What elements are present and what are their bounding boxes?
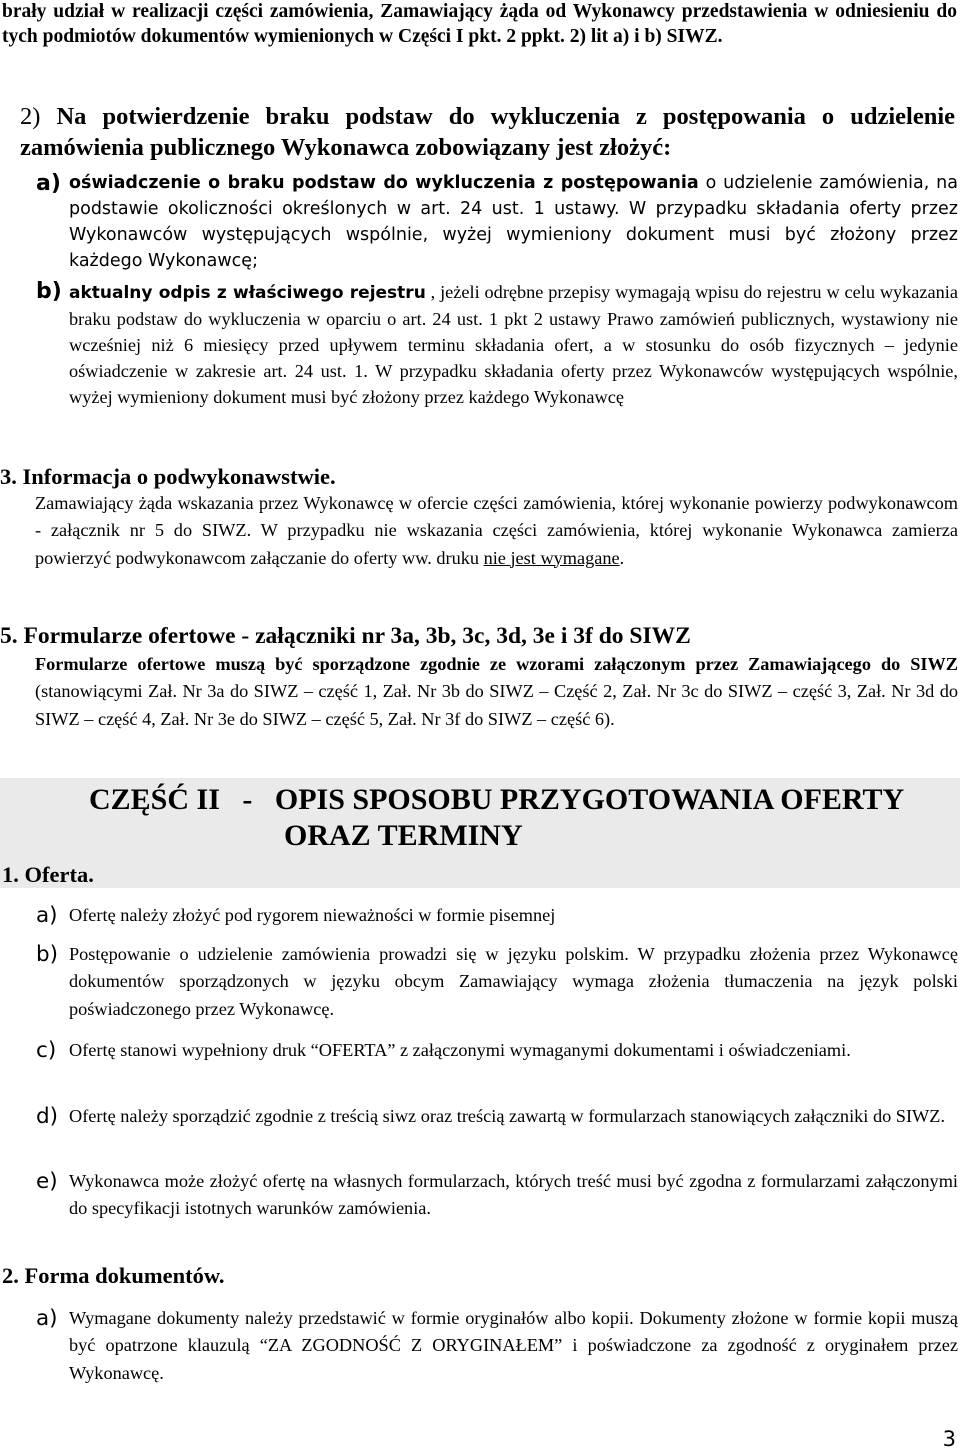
point2-heading xyxy=(20,101,955,163)
item-lead: oświadczenie o braku podstaw do wykluczenia z postępowania xyxy=(69,173,699,193)
oferta-title: 1. Oferta. xyxy=(2,862,94,887)
oferta-item-c xyxy=(36,1037,958,1064)
oferta-item-a xyxy=(36,902,958,929)
section5-body xyxy=(35,651,958,733)
item-lead: aktualny odpis z właściwego rejestru xyxy=(69,283,426,303)
intro-paragraph: brały udział w realizacji części zamówienia, Zamawiający żąda od Wykonawcy przedstawienia w odniesieniu do tych podmiotów dokumentów wymienionych w Części I pkt. 2 ppkt. 2) lit a) i b) SIWZ. xyxy=(2,1,957,47)
oferta-item-d xyxy=(36,1103,958,1130)
item-text: Ofertę należy złożyć pod rygorem nieważności w formie pisemnej xyxy=(69,905,556,925)
point2-number: 2) xyxy=(20,103,41,130)
oferta-item-e xyxy=(36,1168,958,1223)
section5-title: 5. Formularze ofertowe - załączniki nr 3a, 3b, 3c, 3d, 3e i 3f do SIWZ xyxy=(0,623,691,649)
item-text: Postępowanie o udzielenie zamówienia prowadzi się w języku polskim. W przypadku złożenia przez Wykonawcę dokumentów sporządzonych w języku obcym Zamawiający wymaga złożenia tłumaczenia na język polski poświadczonego przez Wykonawcę. xyxy=(69,944,958,1019)
section5-text: (stanowiącymi Zał. Nr 3a do SIWZ – część 1, Zał. Nr 3b do SIWZ – Część 2, Zał. Nr 3c do SIWZ – część 3, Zał. Nr 3d do SIWZ – część 4, Zał. Nr 3e do SIWZ – część 5, Zał. Nr 3f do SIWZ – część 6). xyxy=(35,681,958,729)
part2-title-line1: CZĘŚĆ II - OPIS SPOSOBU PRZYGOTOWANIA OFERTY xyxy=(89,783,905,816)
item-text: , jeżeli odrębne przepisy wymagają wpisu do rejestru w celu wykazania braku podstaw do wykluczenia w oparciu o art. 24 ust. 1 pkt 2 ustawy Prawo zamówień publicznych, wystawiony nie wcześniej niż 6 miesięcy przed upływem terminu składania ofert, a w stosunku do osób fizycznych – jedynie oświadczenie w zakresie art. 24 ust. 1. W przypadku składania oferty przez Wykonawców występujących wspólnie, wyżej wymieniony dokument musi być złożony przez każdego Wykonawcę xyxy=(69,282,958,407)
item-text: Wykonawca może złożyć ofertę na własnych formularzach, których treść musi być zgodna z formularzami załączonymi do specyfikacji istotnych warunków zamówienia. xyxy=(69,1171,958,1219)
section3-underlined: nie jest wymagane xyxy=(483,547,620,568)
section3-tail: . xyxy=(619,547,625,568)
item-letter: a) xyxy=(36,1306,58,1331)
point2-heading-text: Na potwierdzenie braku podstaw do wykluczenia z postępowania o udzielenie zamówienia publicznego Wykonawca zobowiązany jest złożyć: xyxy=(20,103,956,161)
point2-item-a xyxy=(36,170,958,274)
item-text: Ofertę stanowi wypełniony druk “OFERTA” z załączonymi wymaganymi dokumentami i oświadczeniami. xyxy=(69,1040,851,1060)
item-letter: a) xyxy=(36,171,61,196)
item-body xyxy=(69,279,958,410)
forma-item-a xyxy=(36,1305,958,1387)
point2-item-b xyxy=(36,279,958,410)
oferta-item-b xyxy=(36,941,958,1023)
section3-title: 3. Informacja o podwykonawstwie. xyxy=(0,464,336,489)
item-letter: d) xyxy=(36,1104,59,1129)
part2-title-line2: ORAZ TERMINY xyxy=(284,819,523,852)
item-letter: b) xyxy=(36,279,62,304)
item-text: Ofertę należy sporządzić zgodnie z treścią siwz oraz treścią zawartą w formularzach stanowiących załączniki do SIWZ. xyxy=(69,1106,946,1126)
item-letter: b) xyxy=(36,942,59,967)
item-text: Wymagane dokumenty należy przedstawić w formie oryginałów albo kopii. Dokumenty złożone w formie kopii muszą być opatrzone klauzulą “ZA ZGODNOŚĆ Z ORYGINAŁEM” i poświadczone za zgodność z oryginałem przez Wykonawcę. xyxy=(69,1308,958,1383)
forma-title: 2. Forma dokumentów. xyxy=(2,1263,225,1288)
item-body xyxy=(69,170,958,274)
section3-text: Zamawiający żąda wskazania przez Wykonawcę w ofercie części zamówienia, której wykonanie powierzy podwykonawcom - załącznik nr 5 do SIWZ. W przypadku nie wskazania części zamówienia, której wykonanie Wykonawca zamierza powierzyć podwykonawcom załączanie do oferty ww. druku xyxy=(35,493,958,568)
item-letter: a) xyxy=(36,903,58,928)
item-text: o udzielenie zamówienia, na podstawie okoliczności określonych w art. 24 ust. 1 ustawy. W przypadku składania oferty przez Wykonawców występujących wspólnie, wyżej wymieniony dokument musi być złożony przez każdego Wykonawcę; xyxy=(69,173,958,271)
section5-lead: Formularze ofertowe muszą być sporządzone zgodnie ze wzorami załączonym przez Zamawiającego do SIWZ xyxy=(35,654,958,674)
item-letter: c) xyxy=(36,1038,57,1063)
item-letter: e) xyxy=(36,1169,58,1194)
section3-body xyxy=(35,490,958,572)
page-number: 3 xyxy=(942,1427,956,1451)
